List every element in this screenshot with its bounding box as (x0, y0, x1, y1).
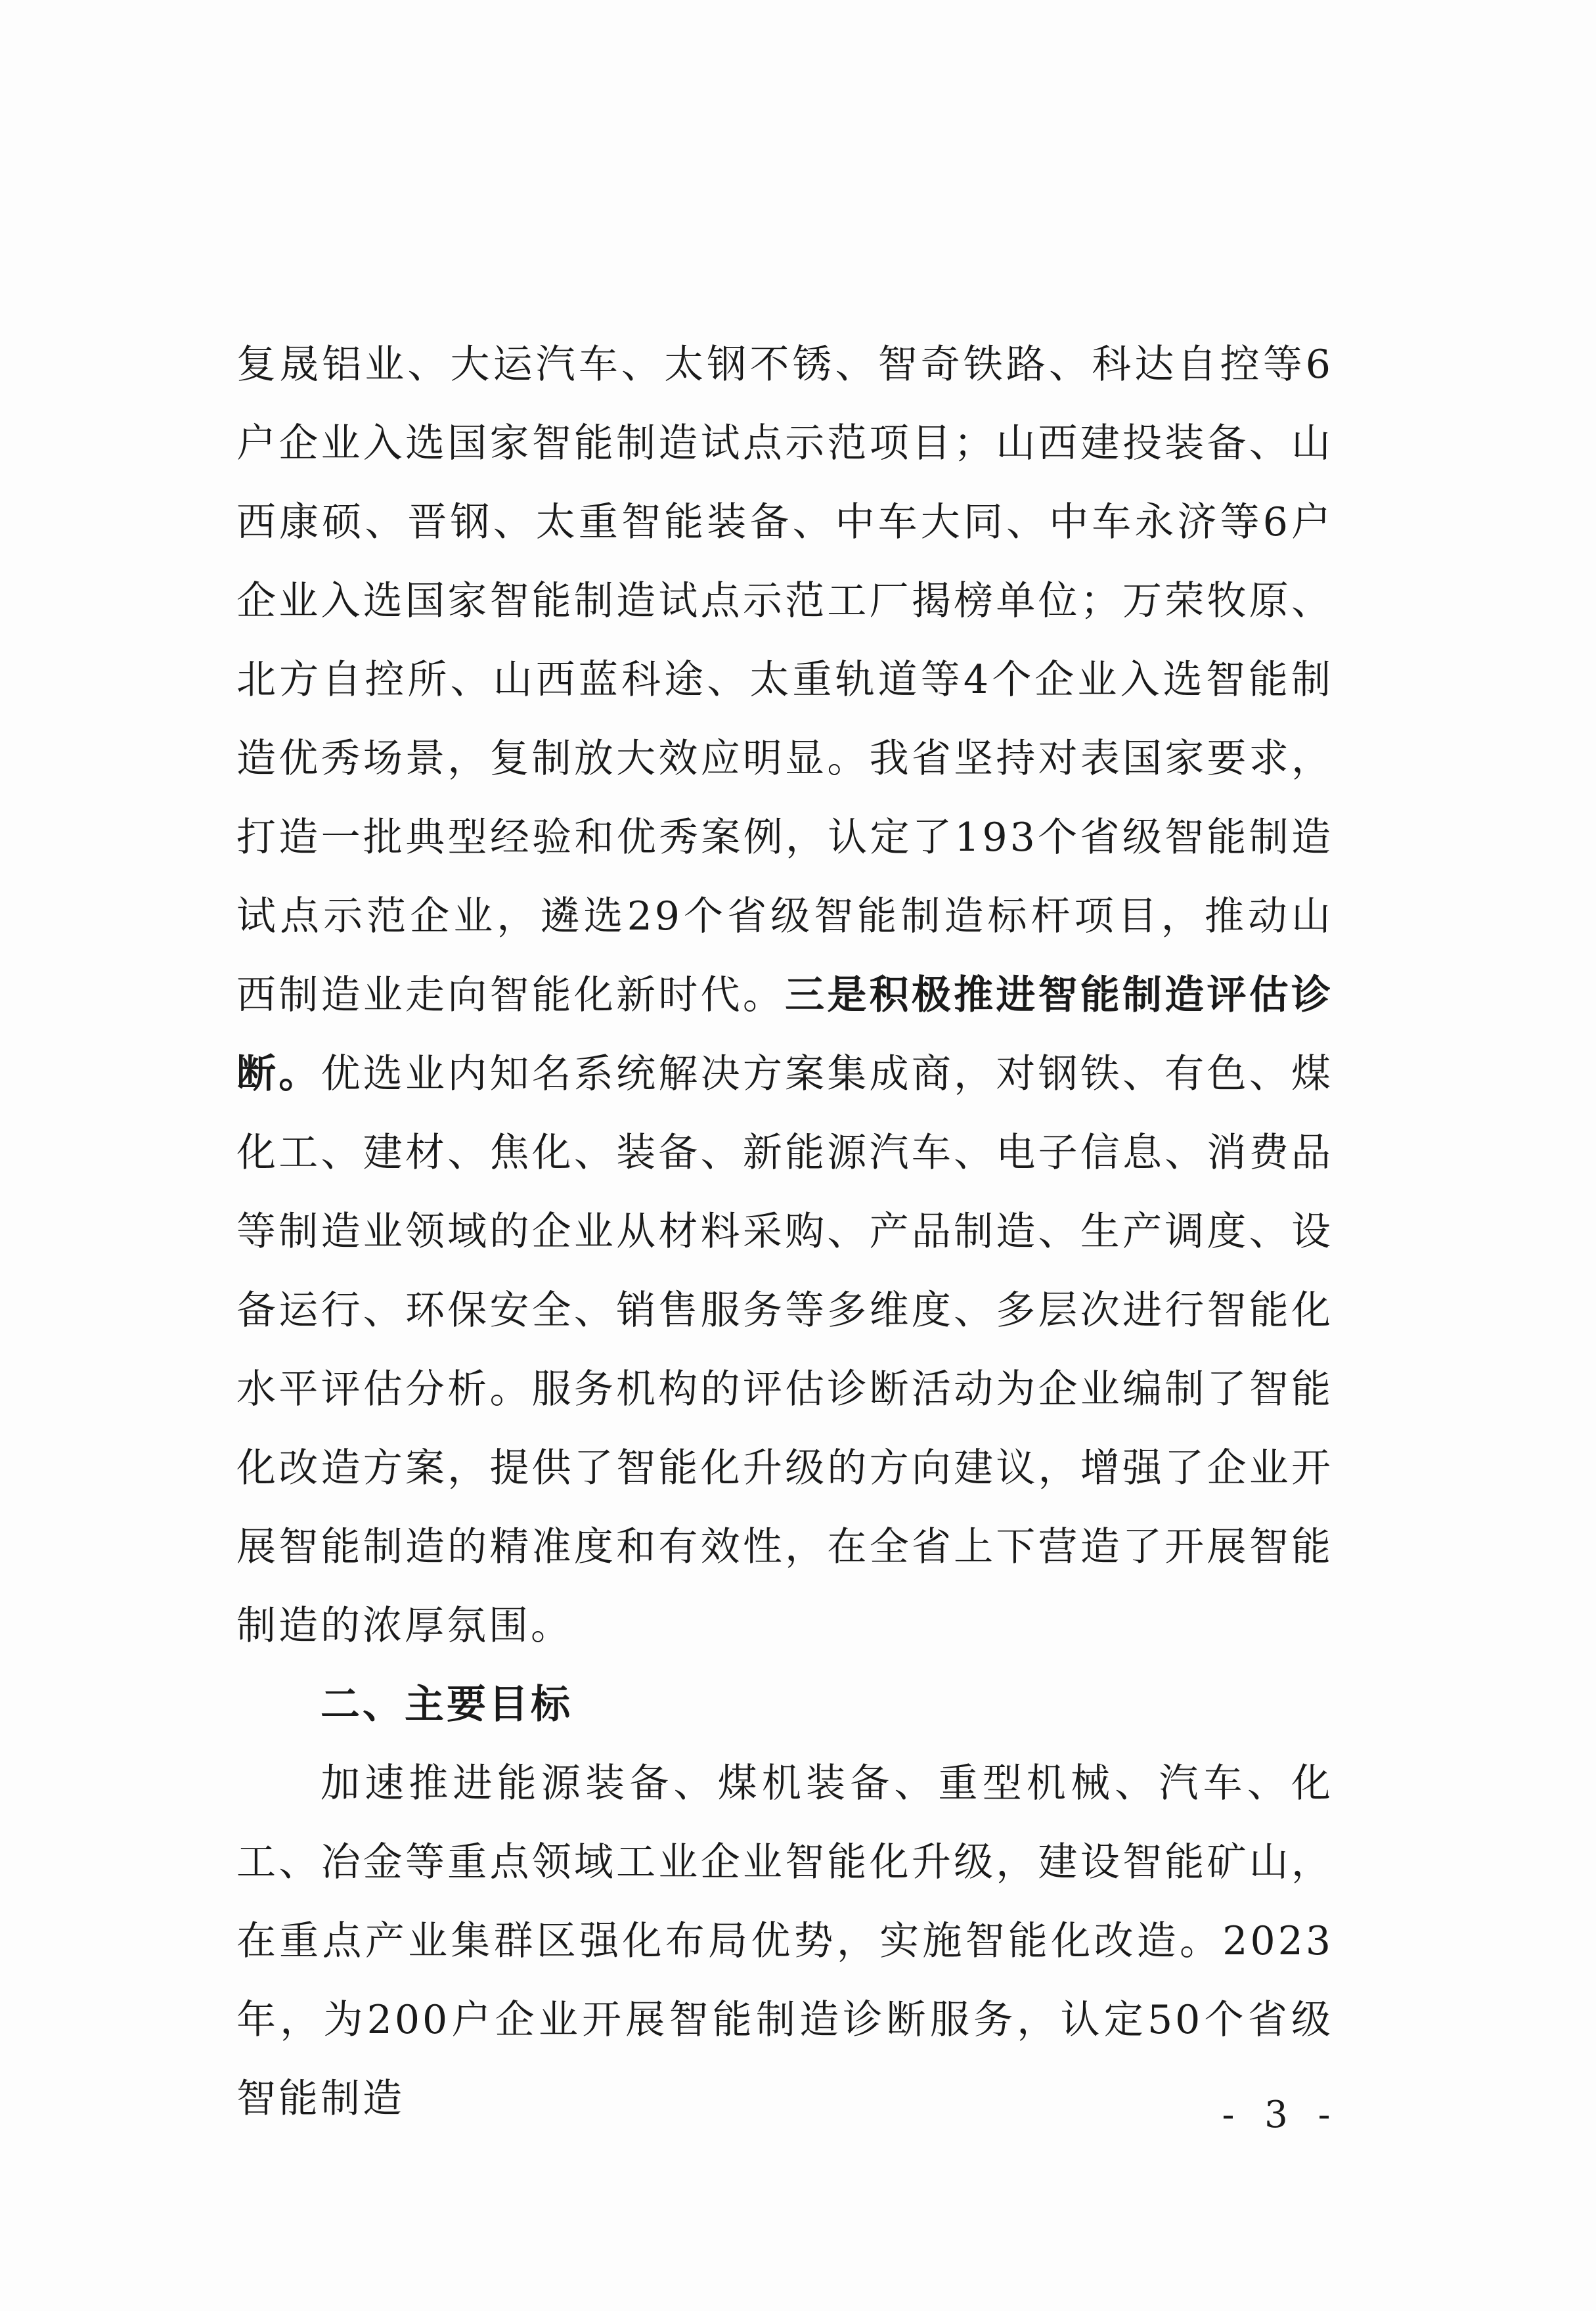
page-number: - 3 - (1222, 2094, 1340, 2136)
paragraph-achievements-text: 复晟铝业、大运汽车、太钢不锈、智奇铁路、科达自控等6户企业入选国家智能制造试点示范项目；山西建投装备、山西康硕、晋钢、太重智能装备、中车大同、中车永济等6户企业入选国家智能制造试点示范工厂揭榜单位；万荣牧原、北方自控所、山西蓝科途、太重轨道等4个企业入选智能制造优秀场景，复制放大效应明显。我省坚持对表国家要求，打造一批典型经验和优秀案例，认定了193个省级智能制造试点示范企业，遴选29个省级智能制造标杆项目，推动山西制造业走向智能化新时代。 (236, 342, 1333, 1018)
point-three-heading: 三是积极推进智能制造评估诊断。 (236, 972, 1334, 1097)
paragraph-achievements (236, 325, 1333, 1665)
paragraph-assessment-text: 优选业内知名系统解决方案集成商，对钢铁、有色、煤化工、建材、焦化、装备、新能源汽车、电子信息、消费品等制造业领域的企业从材料采购、产品制造、生产调度、设备运行、环保安全、销售服务等多维度、多层次进行智能化水平评估分析。服务机构的评估诊断活动为企业编制了智能化改造方案，提供了智能化升级的方向建议，增强了企业开展智能制造的精准度和有效性，在全省上下营造了开展智能制造的浓厚氛围。 (236, 1051, 1334, 1649)
section-heading-main-goals: 二、主要目标 (321, 1682, 573, 1728)
paragraph-main-goals: 加速推进能源装备、煤机装备、重型机械、汽车、化工、冶金等重点领域工业企业智能化升级，建设智能矿山，在重点产业集群区强化布局优势，实施智能化改造。2023年，为200户企业开展智能制造诊断服务，认定50个省级智能制造 (236, 1761, 1333, 2122)
body-text (236, 325, 1333, 2138)
